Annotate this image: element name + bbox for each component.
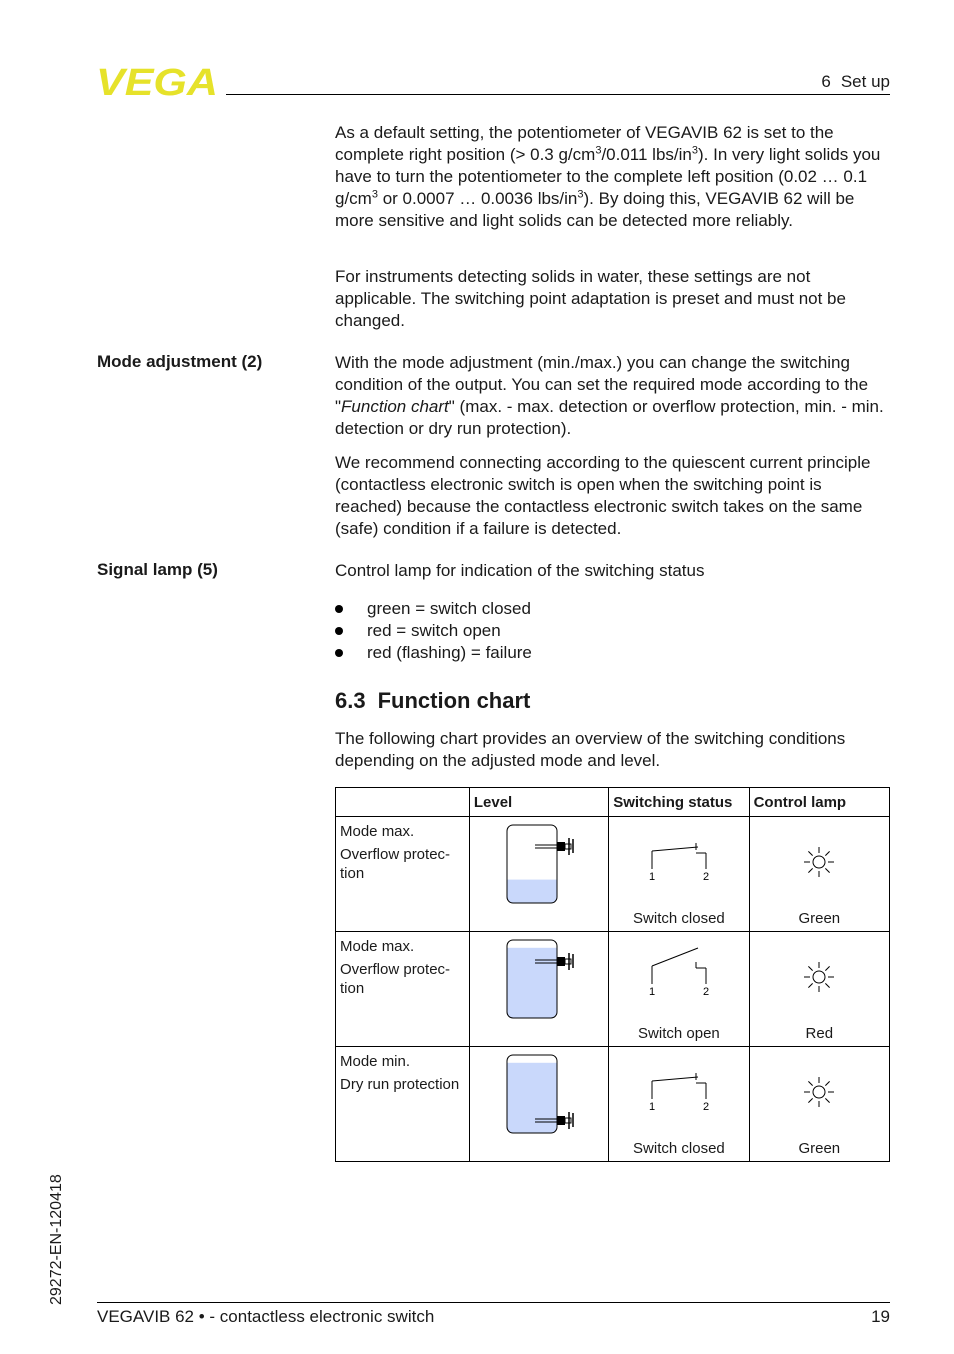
vessel-diagram	[471, 932, 608, 1046]
vessel-diagram	[471, 1047, 608, 1161]
header-cell-switching-status: Switching status	[609, 788, 749, 817]
intro-paragraph-1: As a default setting, the potentiometer of VEGAVIB 62 is set to the complete right position (> 0.3 $g/cm^3/0.011$ lbs/$in^3$). In very light solids you have to turn the potentiometer to the complete left position (0.02 … 0.1 $g/cm^3$ or 0.0007 … 0.0036 lbs/$in^3$). By doing this, VEGAVIB 62 will be more sensitive and light solids can be detected more reliably.	[335, 123, 881, 230]
level-cell	[469, 817, 608, 932]
control-lamp-cell	[749, 1047, 889, 1162]
lamp-color-label: Red	[805, 1025, 834, 1042]
mode-adjustment-label: Mode adjustment (2)	[97, 352, 263, 371]
switch-contact	[652, 948, 698, 966]
list-item: green = switch closed	[335, 598, 532, 620]
mode-adjustment-paragraph-2: We recommend connecting according to the quiescent current principle (contactless electronic switch is open when the switching point is reached) because the contactless electronic switch takes on the same (safe) condition if a failure is detected.	[335, 453, 871, 538]
header-cell-empty	[336, 788, 470, 817]
switching-status-cell	[609, 1047, 749, 1162]
chapter-number: 6	[821, 72, 831, 91]
table-row	[336, 932, 890, 1047]
section-title: Function chart	[377, 688, 531, 713]
intro-paragraph-2: For instruments detecting solids in water, these settings are not applicable. The switching point adaptation is preset and must not be changed.	[335, 267, 846, 330]
switch-contact	[652, 847, 698, 851]
mode-label: Mode max.	[340, 938, 415, 955]
mode-description: Overflow protec-tion	[340, 961, 451, 997]
terminal-label: 1	[648, 1101, 656, 1113]
mode-label: Mode min.	[340, 1053, 411, 1070]
vega-logo	[96, 64, 220, 98]
switch-contact	[652, 1077, 698, 1081]
list-item: red = switch open	[335, 620, 532, 642]
table-row	[336, 817, 890, 932]
lamp-color-label: Green	[798, 1140, 841, 1157]
footer-rule	[97, 1302, 890, 1303]
control-lamp-cell	[749, 817, 889, 932]
terminal-label: 1	[648, 871, 656, 883]
chapter-heading	[821, 72, 890, 92]
vessel-diagram	[471, 817, 608, 931]
switch-symbol-icon	[610, 1047, 748, 1137]
section-number: 6.3	[335, 688, 366, 713]
page-number: 19	[871, 1307, 890, 1326]
switch-symbol-icon	[610, 932, 748, 1022]
section-intro: The following chart provides an overview of the switching conditions depending on the adjusted mode and level.	[335, 729, 846, 770]
section-heading	[335, 688, 530, 714]
logo-text: VEGA	[96, 64, 218, 98]
terminal-label: 2	[702, 871, 710, 883]
list-item: red (flashing) = failure	[335, 642, 532, 664]
liquid-fill	[507, 880, 557, 903]
signal-lamp-intro: Control lamp for indication of the switching status	[335, 561, 705, 580]
switch-status-label: Switch closed	[633, 1140, 725, 1157]
switching-status-cell	[609, 932, 749, 1047]
liquid-fill	[507, 948, 557, 1018]
terminal-label: 1	[648, 986, 656, 998]
lamp-icon	[750, 1047, 888, 1137]
mode-cell	[336, 817, 470, 932]
mode-description: Dry run protection	[340, 1076, 460, 1093]
switching-status-cell	[609, 817, 749, 932]
lamp-color-label: Green	[798, 910, 841, 927]
vibrating-sensor-icon	[535, 838, 573, 855]
level-cell	[469, 932, 608, 1047]
lamp-icon	[750, 817, 888, 907]
footer-product: VEGAVIB 62 • - contactless electronic switch	[97, 1307, 435, 1326]
mode-cell	[336, 932, 470, 1047]
document-id: 29272-EN-120418	[48, 1174, 65, 1305]
control-lamp-cell	[749, 932, 889, 1047]
header-cell-control-lamp: Control lamp	[749, 788, 889, 817]
function-chart-table	[335, 787, 890, 1162]
switch-status-label: Switch open	[638, 1025, 720, 1042]
header-cell-level: Level	[469, 788, 608, 817]
terminal-label: 2	[702, 986, 710, 998]
mode-description: Overflow protec-tion	[340, 846, 451, 882]
chapter-title: Set up	[840, 72, 890, 91]
lamp-icon	[750, 932, 888, 1022]
signal-lamp-list	[335, 598, 532, 664]
terminal-label: 2	[702, 1101, 710, 1113]
mode-adjustment-paragraph-1: With the mode adjustment (min./max.) you can change the switching condition of the output. You can set the required mode according to the "Function chart" (max. - max. detection or overflow protection, min. - min. detection or dry run protection).	[335, 353, 884, 438]
level-cell	[469, 1047, 608, 1162]
header-rule	[226, 94, 890, 95]
switch-symbol-icon	[610, 817, 748, 907]
table-header-row	[336, 788, 890, 817]
table-row	[336, 1047, 890, 1162]
switch-status-label: Switch closed	[633, 910, 725, 927]
mode-cell	[336, 1047, 470, 1162]
mode-label: Mode max.	[340, 823, 415, 840]
signal-lamp-label: Signal lamp (5)	[97, 560, 218, 579]
